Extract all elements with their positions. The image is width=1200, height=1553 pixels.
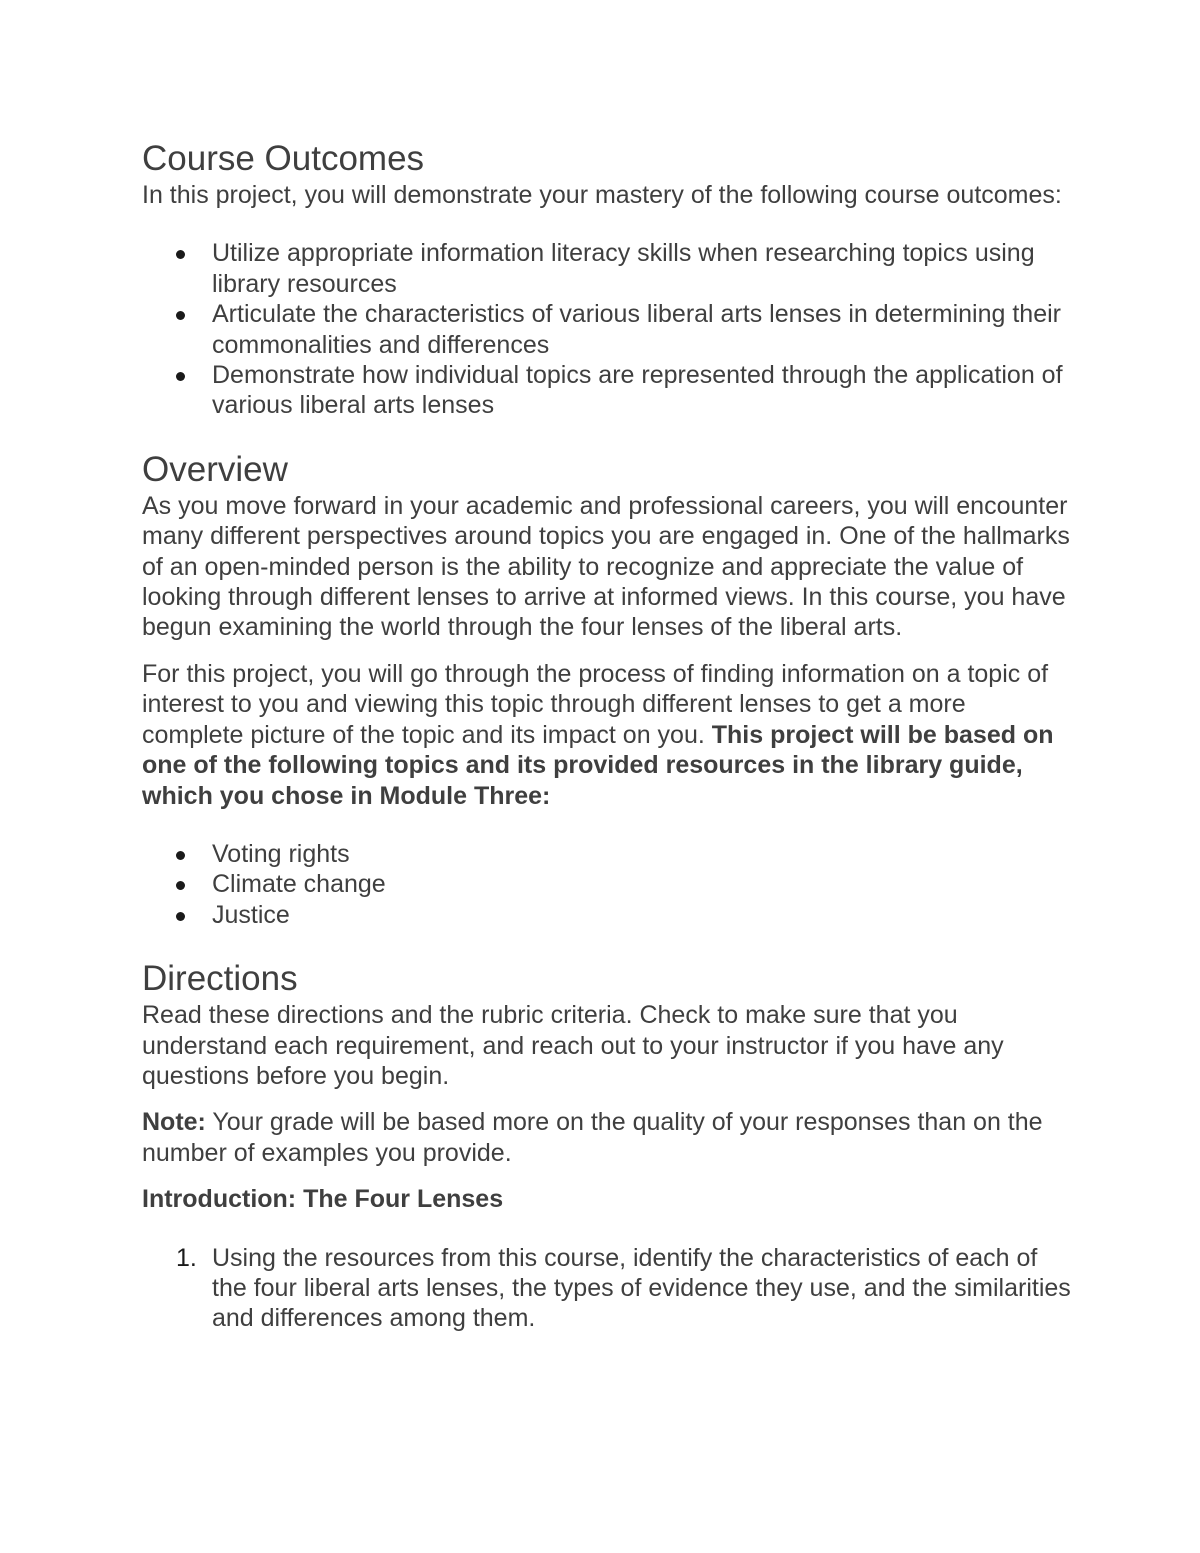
step-text: Using the resources from this course, identify the characteristics of each of the four liberal arts lenses, the types of evidence they use, and the similarities and differences among them. — [212, 1243, 1071, 1333]
course-outcomes-list — [142, 238, 1072, 420]
topics-list — [142, 839, 1072, 930]
bullet-icon — [176, 912, 185, 921]
list-item — [142, 839, 1072, 869]
bullet-icon — [176, 311, 185, 320]
overview-paragraph-2-text: For this project, you will go through the process of finding information on a topic of interest to you and viewing this topic through different lenses to get a more complete picture of the topic and its impact on you. — [142, 659, 1049, 749]
topic-text: Justice — [212, 900, 290, 929]
course-outcomes-heading: Course Outcomes — [142, 139, 425, 178]
note-text: Your grade will be based more on the quality of your responses than on the number of examples you provide. — [142, 1108, 1043, 1167]
topic-text: Climate change — [212, 870, 386, 899]
list-item — [142, 299, 1072, 360]
outcome-text: Utilize appropriate information literacy skills when researching topics using library resources — [212, 239, 1035, 298]
outcome-text: Articulate the characteristics of various liberal arts lenses in determining their commonalities and differences — [212, 300, 1061, 359]
overview-paragraph-1: As you move forward in your academic and professional careers, you will encounter many different perspectives around topics you are engaged in. One of the hallmarks of an open-minded person is the ability to recognize and appreciate the value of looking through different lenses to arrive at informed views. In this course, you have begun examining the world through the four lenses of the liberal arts. — [142, 491, 1070, 642]
overview-paragraph-2 — [142, 659, 1072, 811]
note-label: Note: — [142, 1108, 206, 1137]
bullet-icon — [176, 372, 185, 381]
directions-heading: Directions — [142, 959, 298, 999]
list-item — [142, 869, 1072, 899]
list-item — [142, 238, 1072, 299]
directions-paragraph-1: Read these directions and the rubric criteria. Check to make sure that you understand each requirement, and reach out to your instructor if you have any questions before you begin. — [142, 1001, 1004, 1090]
bullet-icon — [176, 851, 185, 860]
topic-text: Voting rights — [212, 839, 350, 868]
step-number: 1. — [176, 1243, 197, 1272]
introduction-heading: Introduction: The Four Lenses — [142, 1185, 504, 1214]
list-item — [142, 1243, 1072, 1334]
outcome-text: Demonstrate how individual topics are represented through the application of various liberal arts lenses — [212, 361, 1063, 420]
steps-list — [142, 1243, 1072, 1334]
bullet-icon — [176, 881, 185, 890]
directions-note — [142, 1107, 1072, 1168]
bullet-icon — [176, 250, 185, 259]
overview-heading: Overview — [142, 449, 288, 489]
list-item — [142, 900, 1072, 930]
overview-paragraph-2-bold: This project will be based on one of the following topics and its provided resources in the library guide, which you chose in Module Three: — [142, 720, 1054, 810]
course-outcomes-intro: In this project, you will demonstrate your mastery of the following course outcomes: — [142, 181, 1062, 209]
document-page — [142, 138, 1072, 1334]
list-item — [142, 360, 1072, 421]
